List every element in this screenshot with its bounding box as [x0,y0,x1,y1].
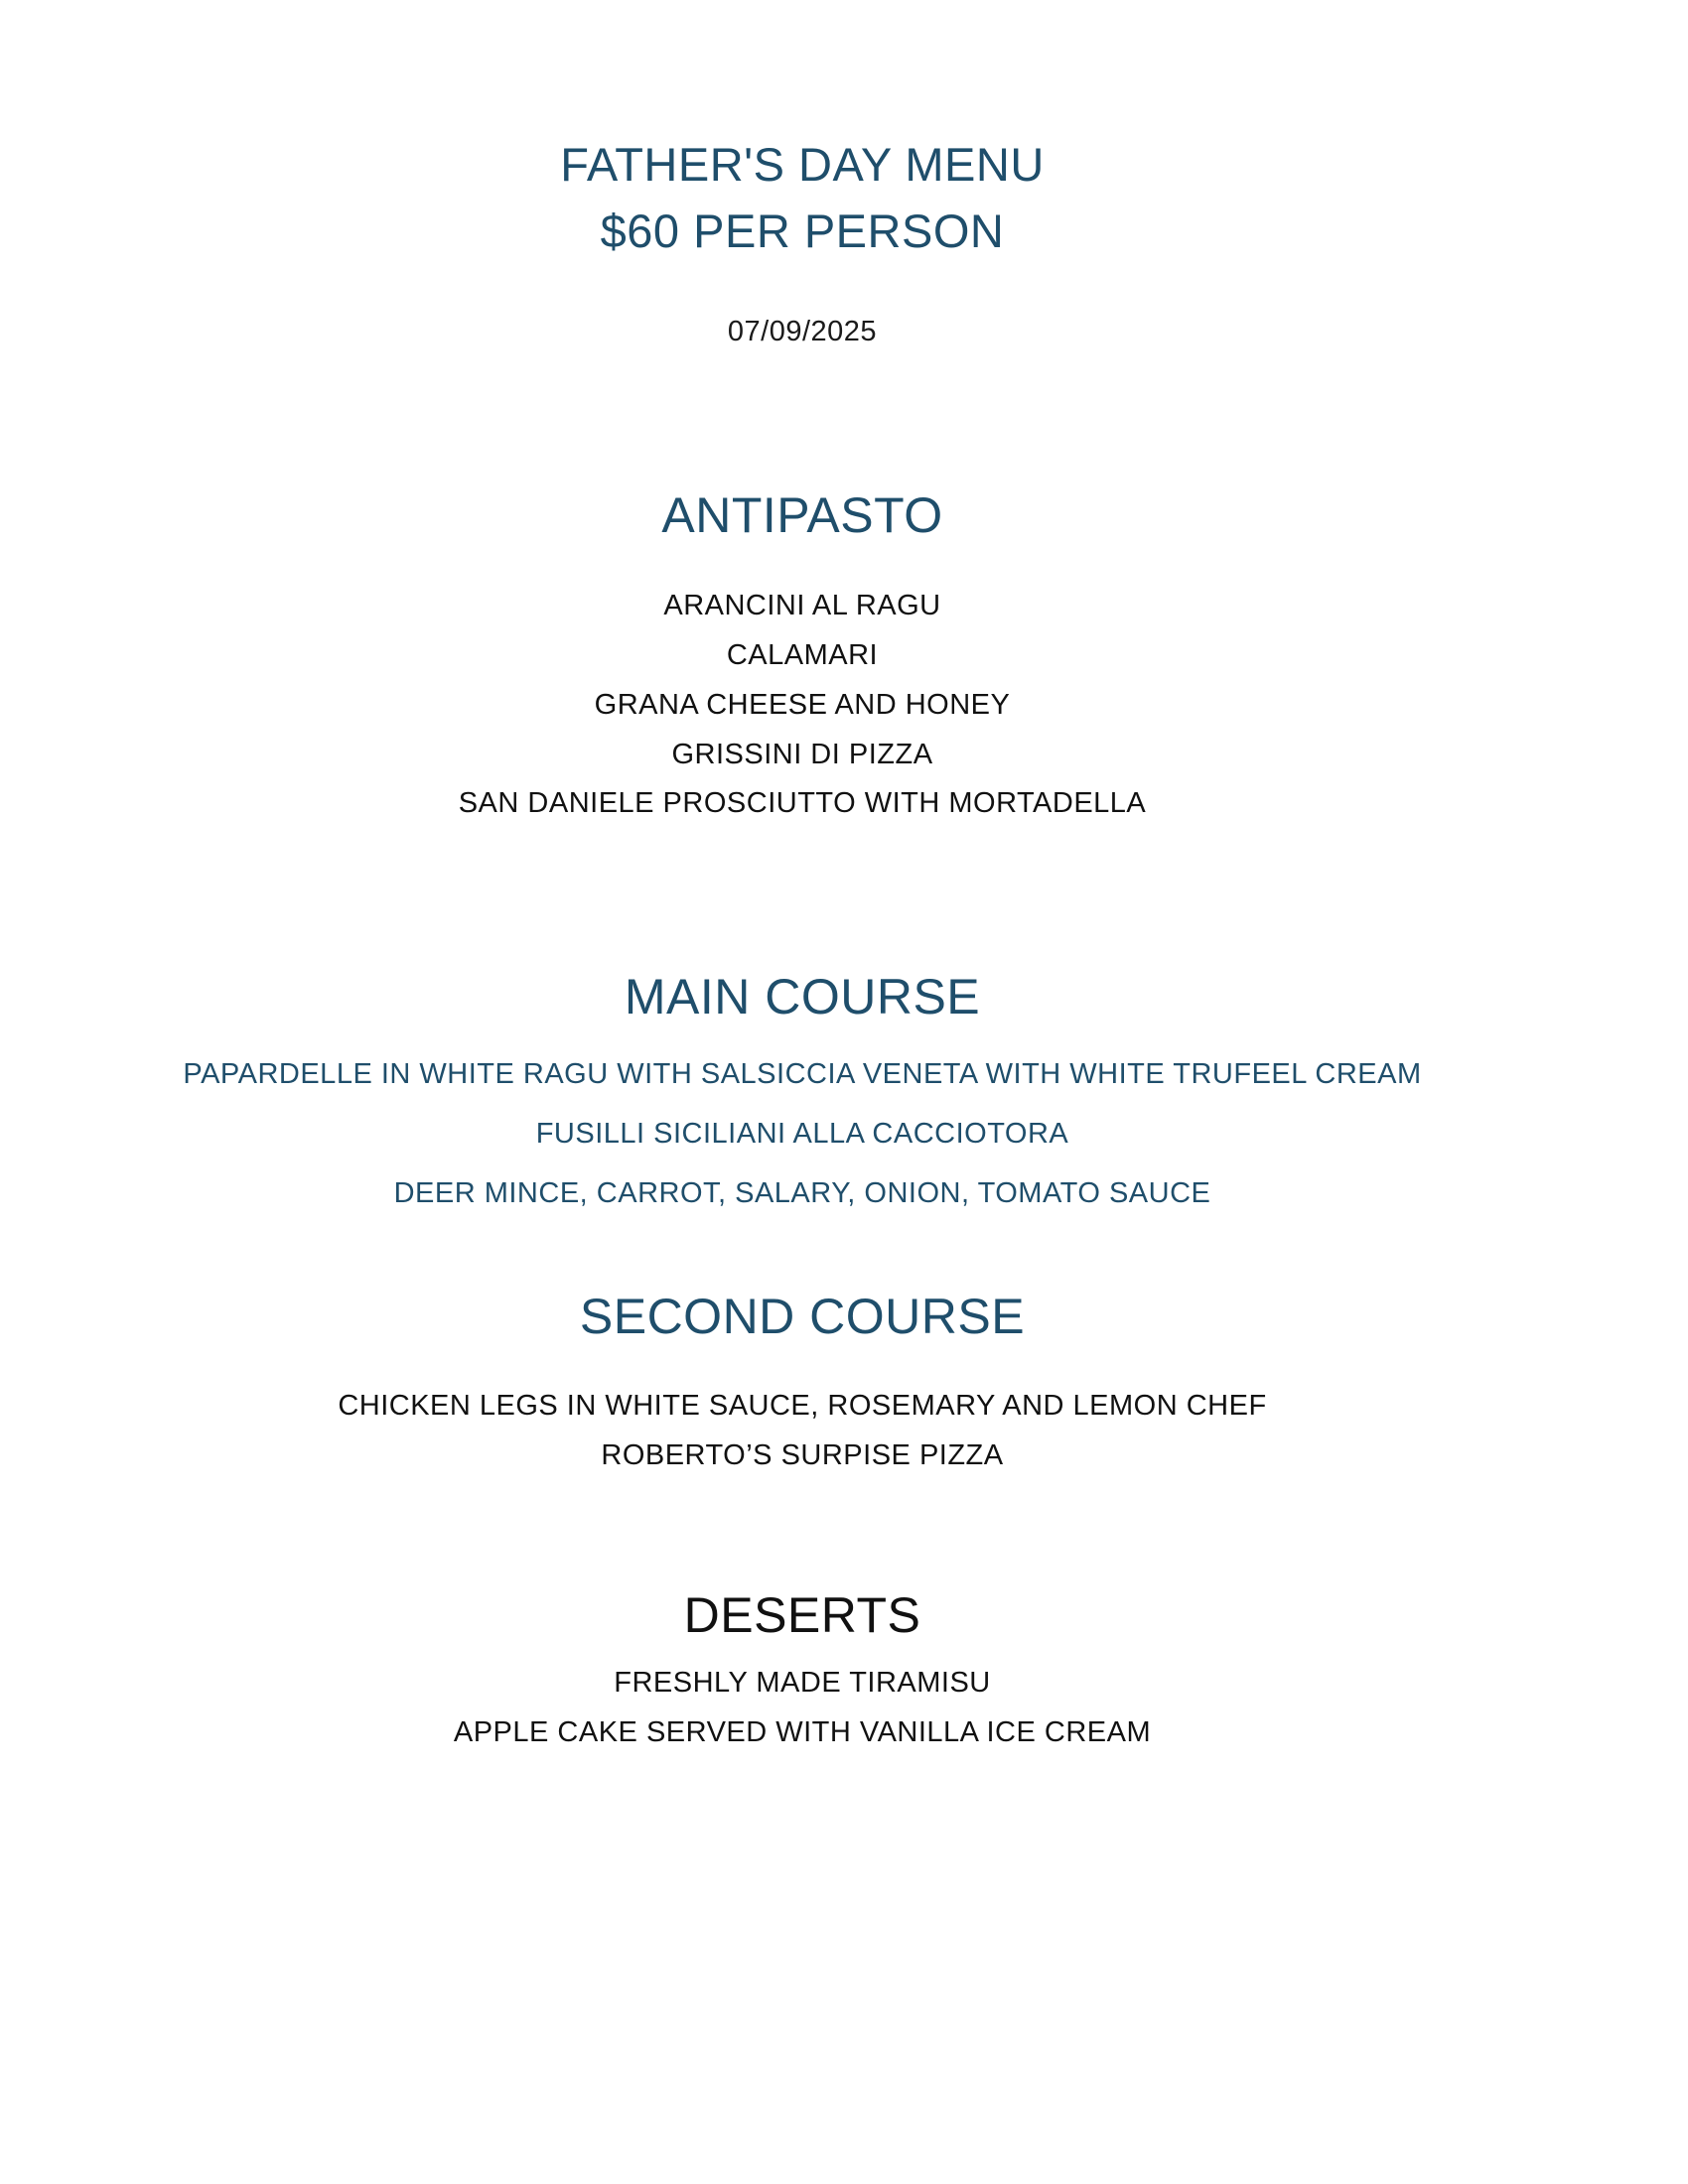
menu-item: FUSILLI SICILIANI ALLA CACCIOTORA [535,1118,1069,1150]
menu-price: $60 PER PERSON [600,205,1005,257]
menu-item: ARANCINI AL RAGU [663,590,941,621]
menu-item: FRESHLY MADE TIRAMISU [614,1667,991,1699]
section-heading-deserts: DESERTS [683,1587,921,1643]
menu-item: CHICKEN LEGS IN WHITE SAUCE, ROSEMARY AND LEMON CHEF [338,1390,1267,1422]
menu-item: DEER MINCE, CARROT, SALARY, ONION, TOMATO SAUCE [393,1177,1211,1209]
section-heading-antipasto: ANTIPASTO [661,487,943,543]
section-heading-second-course: SECOND COURSE [579,1289,1026,1344]
menu-item: SAN DANIELE PROSCIUTTO WITH MORTADELLA [458,787,1147,819]
menu-title: FATHER'S DAY MENU [560,138,1045,191]
menu-date: 07/09/2025 [727,316,878,347]
menu-item: APPLE CAKE SERVED WITH VANILLA ICE CREAM [453,1716,1152,1748]
menu-item: GRANA CHEESE AND HONEY [594,689,1011,721]
menu-item: ROBERTO’S SURPISE PIZZA [601,1439,1004,1471]
menu-item: GRISSINI DI PIZZA [671,739,933,770]
menu-item: PAPARDELLE IN WHITE RAGU WITH SALSICCIA VENETA WITH WHITE TRUFEEL CREAM [183,1058,1422,1090]
section-heading-main-course: MAIN COURSE [624,969,981,1024]
menu-item: CALAMARI [726,639,879,671]
